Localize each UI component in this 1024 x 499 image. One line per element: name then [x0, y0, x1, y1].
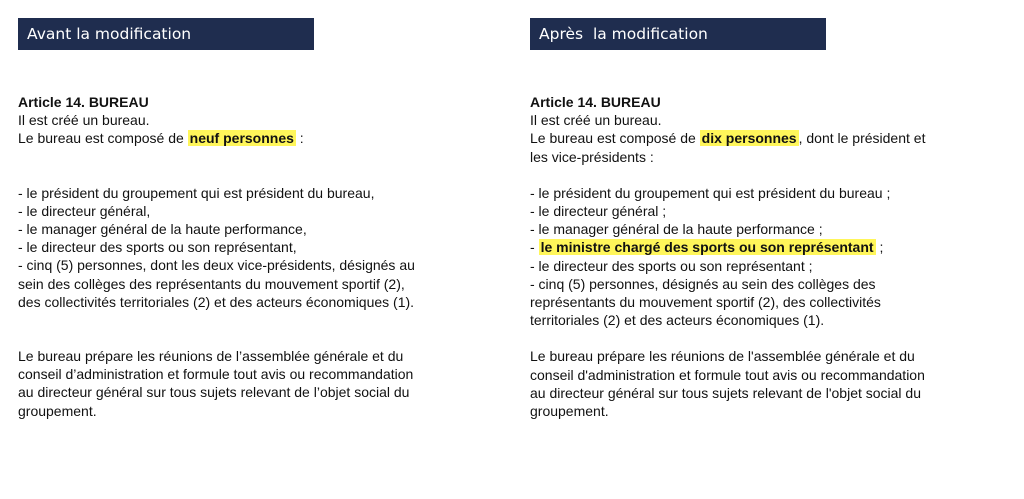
- list-item: - le directeur des sports ou son représentant,: [18, 239, 297, 256]
- list-item: sein des collèges des représentants du mouvement sportif (2),: [18, 275, 405, 292]
- before-body: [18, 93, 415, 420]
- list-item: - le président du groupement qui est président du bureau ;: [530, 184, 891, 201]
- list-item: - le directeur général,: [18, 202, 151, 219]
- list-item: territoriales (2) et des acteurs économiques (1).: [530, 312, 825, 329]
- paragraph-line: groupement.: [530, 403, 609, 420]
- paragraph-line: conseil d'administration et formule tout avis ou recommandation: [530, 366, 925, 383]
- list-item: [530, 238, 925, 256]
- highlight: neuf personnes: [189, 130, 294, 147]
- text-line: Il est créé un bureau.: [18, 112, 150, 129]
- list-item: - le manager général de la haute performance ;: [530, 221, 823, 238]
- paragraph-line: groupement.: [18, 402, 97, 419]
- text-fragment: Le bureau est composé de: [18, 130, 188, 147]
- paragraph-line: au directeur général sur tous sujets relevant de l’objet social du: [18, 384, 410, 401]
- list-item: - le manager général de la haute performance,: [18, 221, 307, 238]
- before-banner: Avant la modification: [18, 18, 314, 50]
- text-line: les vice-présidents :: [530, 148, 654, 165]
- list-item: - cinq (5) personnes, désignés au sein des collèges des: [530, 275, 876, 292]
- highlight: dix personnes: [701, 130, 797, 147]
- highlight: le ministre chargé des sports ou son représentant: [540, 239, 874, 256]
- text-fragment: Le bureau est composé de: [530, 130, 700, 147]
- paragraph-line: conseil d’administration et formule tout avis ou recommandation: [18, 366, 414, 383]
- after-banner: Après la modification: [530, 18, 826, 50]
- list-item: - le directeur général ;: [530, 203, 667, 220]
- text-fragment: , dont le président et: [798, 130, 926, 147]
- after-body: [530, 93, 925, 420]
- text-line: [530, 129, 925, 147]
- list-item: - le président du groupement qui est président du bureau,: [18, 184, 375, 201]
- paragraph-line: Le bureau prépare les réunions de l’assemblée générale et du: [18, 348, 404, 365]
- list-item: représentants du mouvement sportif (2), des collectivités: [530, 294, 881, 311]
- article-title: Article 14. BUREAU: [18, 94, 149, 110]
- text-fragment: -: [530, 239, 539, 256]
- paragraph-line: au directeur général sur tous sujets relevant de l'objet social du: [530, 384, 922, 401]
- list-item: des collectivités territoriales (2) et des acteurs économiques (1).: [18, 293, 415, 310]
- list-item: - le directeur des sports ou son représentant ;: [530, 257, 813, 274]
- article-title: Article 14. BUREAU: [530, 94, 661, 110]
- text-fragment: ;: [875, 239, 884, 256]
- text-fragment: :: [295, 130, 304, 147]
- text-line: Il est créé un bureau.: [530, 112, 662, 129]
- list-item: - cinq (5) personnes, dont les deux vice-présidents, désignés au: [18, 257, 415, 274]
- paragraph-line: Le bureau prépare les réunions de l'assemblée générale et du: [530, 348, 915, 365]
- text-line: [18, 129, 415, 147]
